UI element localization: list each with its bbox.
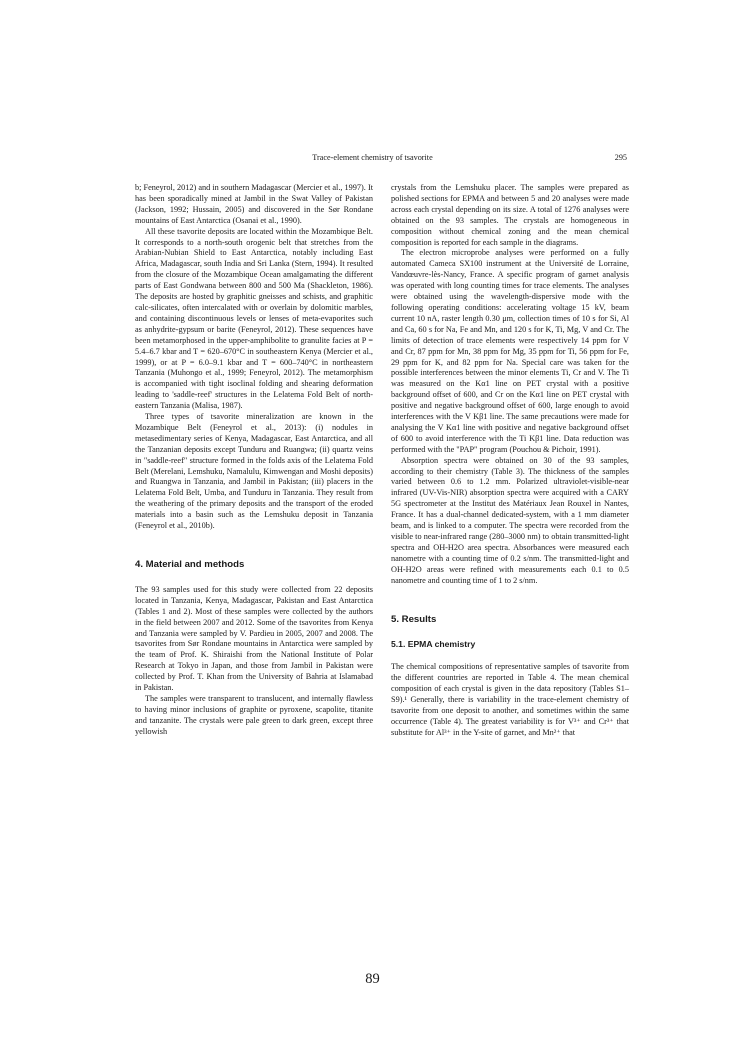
folio-number: 89 <box>365 971 380 987</box>
paragraph: The chemical compositions of representative samples of tsavorite from the different countries are reported in Table 4. The mean chemical composition of each crystal is given in the data repository (Tables S1–S9).¹ Generally, there is variability in the trace-element chemistry of tsavorite from one deposit to another, and sometimes within the same occurrence (Table 4). The greatest variability is for V³⁺ and Cr³⁺ that substitute for Al³⁺ in the Y-site of garnet, and Mn²⁺ that <box>391 662 629 737</box>
paragraph: All these tsavorite deposits are located within the Mozambique Belt. It corresponds to a north-south orogenic belt that stretches from the Arabian-Nubian Shield to East Antarctica, notably including East Africa, Madagascar, south India and Sri Lanka (Stern, 1994). It resulted from the closure of the Mozambique Ocean amalgamating the different parts of East Gondwana between 800 and 500 Ma (Shackleton, 1986). The deposits are hosted by graphitic gneisses and schists, and graphitic calc-silicates, often intercalated with or overlain by dolomitic marbles, and containing discontinuous levels or lenses of meta-evaporites such as anhydrite-gypsum or barite (Feneyrol, 2012). These sequences have been metamorphosed in the upper-amphibolite to granulite facies at P = 5.4–6.7 kbar and T = 620–670°C in southeastern Kenya (Mercier et al., 1999), or at P = 6.0–9.1 kbar and T = 600–740°C in northeastern Tanzania (Muhongo et al., 1999; Feneyrol, 2012). The metamorphism is accompanied with tight isoclinal folding and shearing deformation leading to 'saddle-reef' structures in the Lelatema Fold Belt of north-eastern Tanzania (Malisa, 1987). <box>135 226 373 411</box>
paragraph: The samples were transparent to translucent, and internally flawless to having minor inclusions of graphite or pyroxene, scapolite, titanite and tanzanite. The crystals were pale green to dark green, except three yellowish <box>135 693 373 736</box>
paragraph: The electron microprobe analyses were performed on a fully automated Cameca SX100 instrument at the Université de Lorraine, Vandœuvre-lès-Nancy, France. A specific program of garnet analysis was operated with long counting times for trace elements. The analyses were obtained using the wavelength-dispersive mode with the following operating conditions: accelerating voltage 15 kV, beam current 10 nA, raster length 0.30 μm, collection times of 10 s for Si, Al and Ca, 60 s for Na, Fe and Mn, and 120 s for K, Ti, Mg, V and Cr. The limits of detection of trace elements were respectively 14 ppm for V and Cr, 87 ppm for Mn, 38 ppm for Mg, 35 ppm for Ti, 56 ppm for Fe, 29 ppm for K, and 82 ppm for Na. Special care was taken for the possible interferences between the minor elements Ti, Cr and V. The Ti was measured on the Kα1 line on PET crystal with a positive background offset of 600, and Cr on the Kα1 line on PET crystal with positive and negative background offset of 600, large enough to avoid interferences with the V Kβ1 line. The same precautions were made for analysing the V Kα1 line with positive and negative background offset of 600 to avoid interference with the Ti Kβ1 line. Data reduction was performed with the "PAP" program (Pouchou & Pichoir, 1991). <box>391 248 629 454</box>
paragraph: crystals from the Lemshuku placer. The samples were prepared as polished sections for EPMA and between 5 and 20 analyses were made across each crystal depending on its size. A total of 1276 analyses were obtained on the 93 samples. The crystals are homogeneous in composition without chemical zoning and the mean chemical composition is reported for each sample in the diagrams. <box>391 183 629 247</box>
left-column <box>135 183 373 738</box>
subsection-heading: 5.1. EPMA chemistry <box>391 639 476 650</box>
right-column <box>391 183 629 739</box>
paragraph: The 93 samples used for this study were collected from 22 deposits located in Tanzania, Kenya, Madagascar, Pakistan and East Antarctica (Tables 1 and 2). Most of these samples were collected by the authors in the field between 2007 and 2012. Some of the tsavorites from Kenya and Tanzania were sampled by V. Pardieu in 2005, 2007 and 2008. The tsavorites from Sør Rondane mountains in Antarctica were sampled by the team of Prof. K. Shiraishi from the National Institute of Polar Research at Tokyo in Japan, and those from Jambil in Pakistan were collected by Prof. T. Khan from the University of Bahria at Islamabad in Pakistan. <box>135 584 373 693</box>
section-heading: 4. Material and methods <box>135 559 245 570</box>
paragraph: Absorption spectra were obtained on 30 of the 93 samples, according to their chemistry (Table 3). The thickness of the samples varied between 0.6 to 1.2 mm. Polarized ultraviolet-visible-near infrared (UV-Vis-NIR) absorption spectra were acquired with a CARY 5G spectrometer at the Institut des Matériaux Jean Rouxel in Nantes, France. It has a dual-channel dedicated-system, with a 1 mm diameter beam, and is linked to a computer. The spectra were recorded from the visible to near-infrared range (280–3000 nm) to obtain transmitted-light spectra and OH-H2O area spectra. Absorbances were measured each nanometre with a counting time of 0.2 s/nm. The transmitted-light and OH-H2O areas were refined with measurements each 0.1 to 0.5 nanometre and counting time of 1 to 2 s/nm. <box>391 455 629 585</box>
paragraph: Three types of tsavorite mineralization are known in the Mozambique Belt (Feneyrol et al., 2013): (i) nodules in metasedimentary series of Kenya, Madagascar, East Antarctica, and all the Tanzanian deposits except Tunduru and Ruangwa; (ii) quartz veins in "saddle-reef" structure formed in the folds axis of the Lelatema Fold Belt (Merelani, Lemshuku, Namalulu, Kimwengan and Moshi deposits) and Ruangwa in Tanzania, and Jambil in Pakistan; (iii) placers in the Lelatema Fold Belt, Umba, and Tunduru in Tanzania. They result from the weathering of the primary deposits and the transport of the eroded materials into a basin such as the Lemshuku deposit in Tanzania (Feneyrol et al., 2010b). <box>135 412 373 531</box>
paragraph: b; Feneyrol, 2012) and in southern Madagascar (Mercier et al., 1997). It has been sporadically mined at Jambil in the Swat Valley of Pakistan (Jackson, 1992; Hussain, 2005) and discovered in the Sør Rondane mountains of East Antarctica (Osanai et al., 1990). <box>135 183 373 225</box>
section-heading: 5. Results <box>391 613 437 625</box>
page-number: 295 <box>614 153 627 162</box>
running-head <box>0 153 745 167</box>
running-title: Trace-element chemistry of tsavorite <box>312 153 433 162</box>
